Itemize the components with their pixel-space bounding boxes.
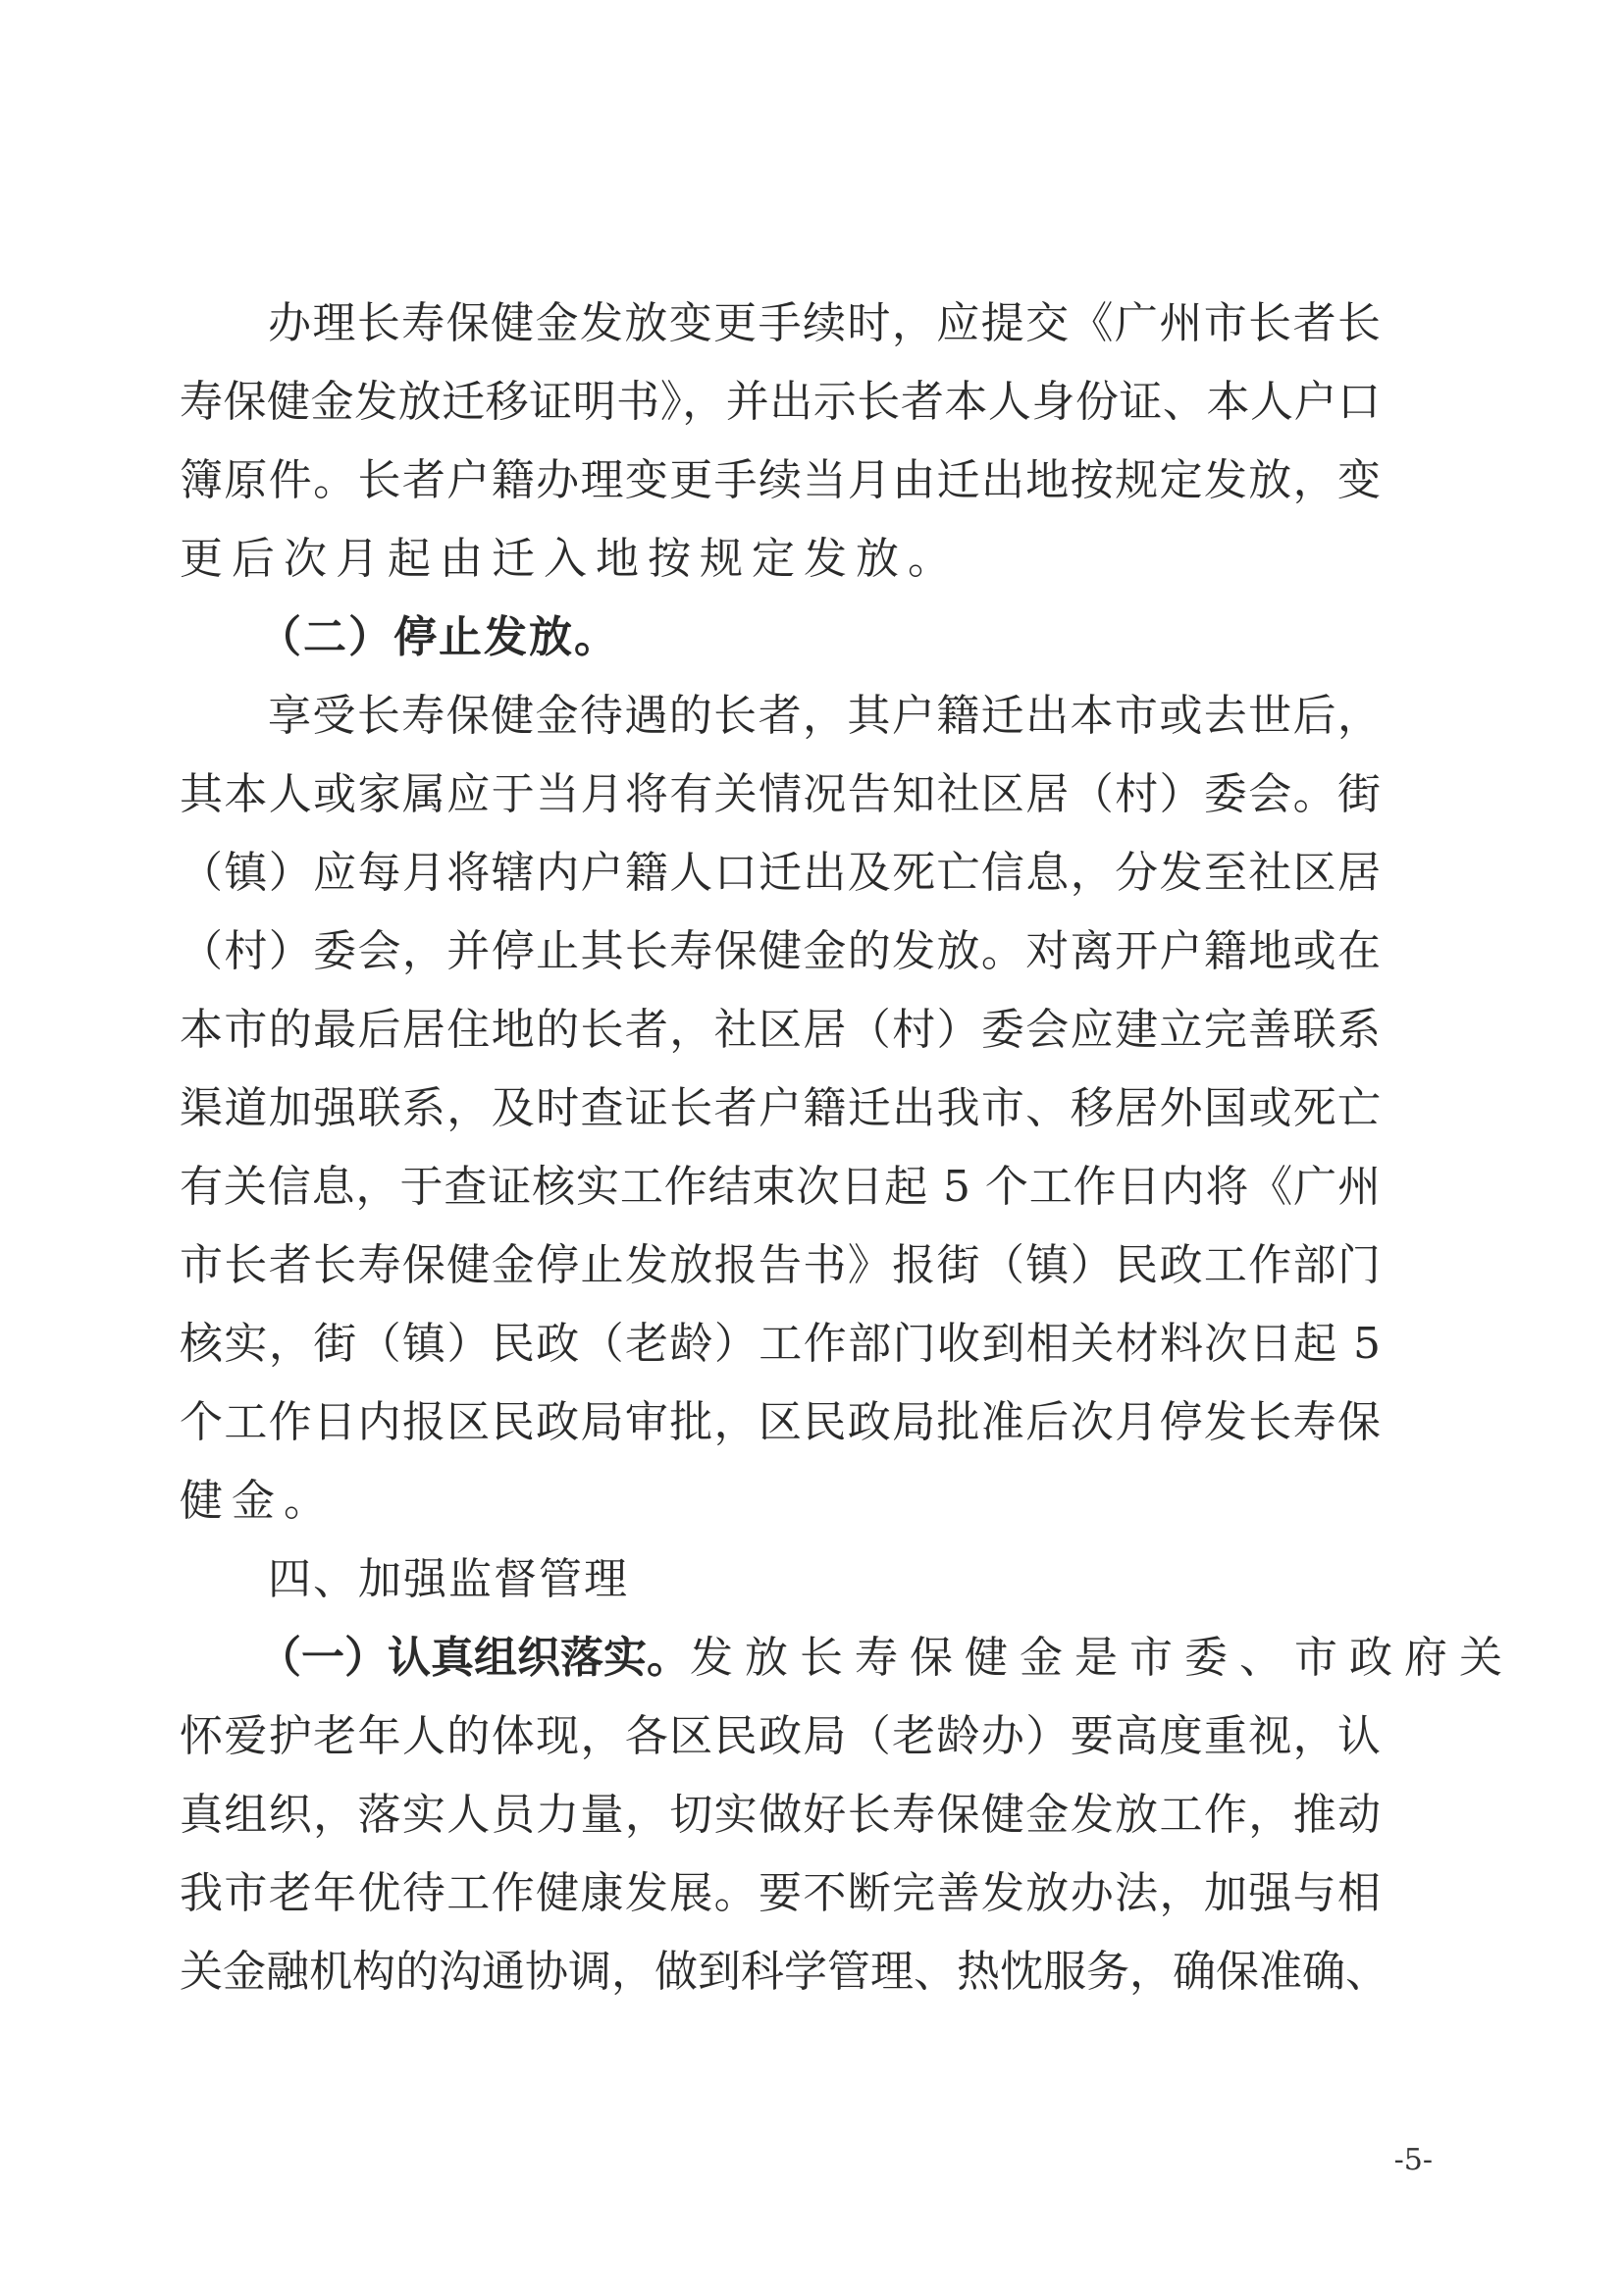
paragraph-line	[0, 1619, 1623, 1697]
page-number: -5-	[1393, 2143, 1433, 2177]
paragraph-lead-text: 发放长寿保健金是市委、市政府关	[690, 1633, 1514, 1683]
paragraph-line: 真组织，落实人员力量，切实做好长寿保健金发放工作，推动	[180, 1790, 1381, 1840]
paragraph-line: 关金融机构的沟通协调，做到科学管理、热忱服务，确保准确、	[180, 1947, 1388, 1997]
paragraph-line: 簿原件。长者户籍办理变更手续当月由迁出地按规定发放，变	[180, 455, 1381, 505]
paragraph-line: （村）委会，并停止其长寿保健金的发放。对离开户籍地或在	[180, 926, 1381, 976]
paragraph-line: 核实，街（镇）民政（老龄）工作部门收到相关材料次日起 5	[180, 1319, 1381, 1369]
paragraph-line: 办理长寿保健金发放变更手续时，应提交《广州市长者长	[268, 298, 1381, 348]
paragraph-line: 更后次月起由迁入地按规定发放。	[180, 534, 960, 584]
paragraph-line: 个工作日内报区民政局审批，区民政局批准后次月停发长寿保	[180, 1397, 1381, 1447]
paragraph-line: 健金。	[180, 1476, 336, 1526]
section-heading: （二）停止发放。	[258, 612, 619, 662]
paragraph-line: 市长者长寿保健金停止发放报告书》报街（镇）民政工作部门	[180, 1240, 1381, 1290]
paragraph-line: 享受长寿保健金待遇的长者，其户籍迁出本市或去世后，	[268, 691, 1381, 741]
paragraph-lead-heading: （一）认真组织落实。	[258, 1633, 690, 1683]
section-heading: 四、加强监督管理	[268, 1554, 629, 1604]
paragraph-line: 本市的最后居住地的长者，社区居（村）委会应建立完善联系	[180, 1005, 1381, 1055]
paragraph-line: 我市老年优待工作健康发展。要不断完善发放办法，加强与相	[180, 1868, 1381, 1918]
paragraph-line: 渠道加强联系，及时查证长者户籍迁出我市、移居外国或死亡	[180, 1083, 1381, 1133]
paragraph-line: 其本人或家属应于当月将有关情况告知社区居（村）委会。街	[180, 769, 1381, 819]
paragraph-line: 寿保健金发放迁移证明书》，并出示长者本人身份证、本人户口	[180, 377, 1381, 427]
paragraph-line: 有关信息，于查证核实工作结束次日起 5 个工作日内将《广州	[180, 1162, 1381, 1212]
paragraph-line: （镇）应每月将辖内户籍人口迁出及死亡信息，分发至社区居	[180, 848, 1381, 898]
paragraph-line: 怀爱护老年人的体现，各区民政局（老龄办）要高度重视，认	[180, 1711, 1381, 1761]
